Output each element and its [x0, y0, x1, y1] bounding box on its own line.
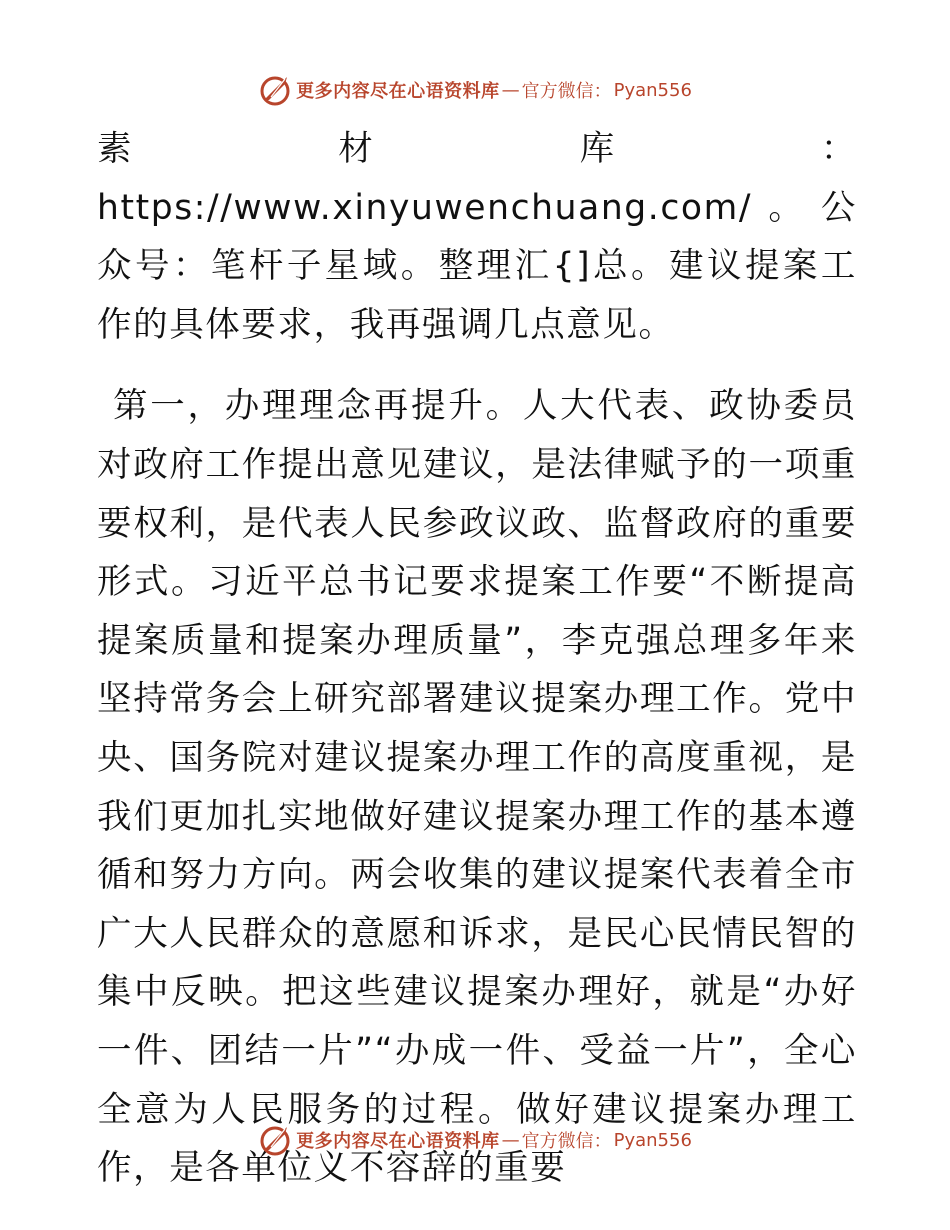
document-body: [97, 120, 857, 1198]
banner-wechat-label: 官方微信：: [521, 81, 612, 102]
header-watermark-banner: [0, 70, 950, 110]
quill-pen-logo-icon: [258, 73, 292, 107]
banner-separator: —: [501, 79, 520, 101]
banner-wechat-id: Pyan556: [613, 1129, 692, 1151]
paragraph-intro: 素材库：https://www.xinyuwenchuang.com/。公众号：笔杆子星域。整理汇{]总。建议提案工作的具体要求，我再强调几点意见。: [97, 129, 857, 345]
paragraph-first-point: 第一，办理理念再提升。人大代表、政协委员对政府工作提出意见建议，是法律赋予的一项重要权利，是代表人民参政议政、监督政府的重要形式。习近平总书记要求提案工作要“不断提高提案质量和提案办理质量”，李克强总理多年来坚持常务会上研究部署建议提案办理工作。党中央、国务院对建议提案办理工作的高度重视，是我们更加扎实地做好建议提案办理工作的基本遵循和努力方向。两会收集的建议提案代表着全市广大人民群众的意愿和诉求，是民心民情民智的集中反映。把这些建议提案办理好，就是“办好一件、团结一片”“办成一件、受益一片”，全心全意为人民服务的过程。做好建议提案办理工作，是各单位义不容辞的重要: [97, 386, 857, 1189]
banner-wechat-label: 官方微信：: [521, 1131, 612, 1152]
footer-watermark-banner: [0, 1120, 950, 1160]
quill-pen-logo-icon: [258, 1123, 292, 1157]
banner-wechat-id: Pyan556: [613, 79, 692, 101]
banner-brand-text: 更多内容尽在心语资料库: [296, 81, 500, 102]
banner-separator: —: [501, 1129, 520, 1151]
banner-brand-text: 更多内容尽在心语资料库: [296, 1131, 500, 1152]
